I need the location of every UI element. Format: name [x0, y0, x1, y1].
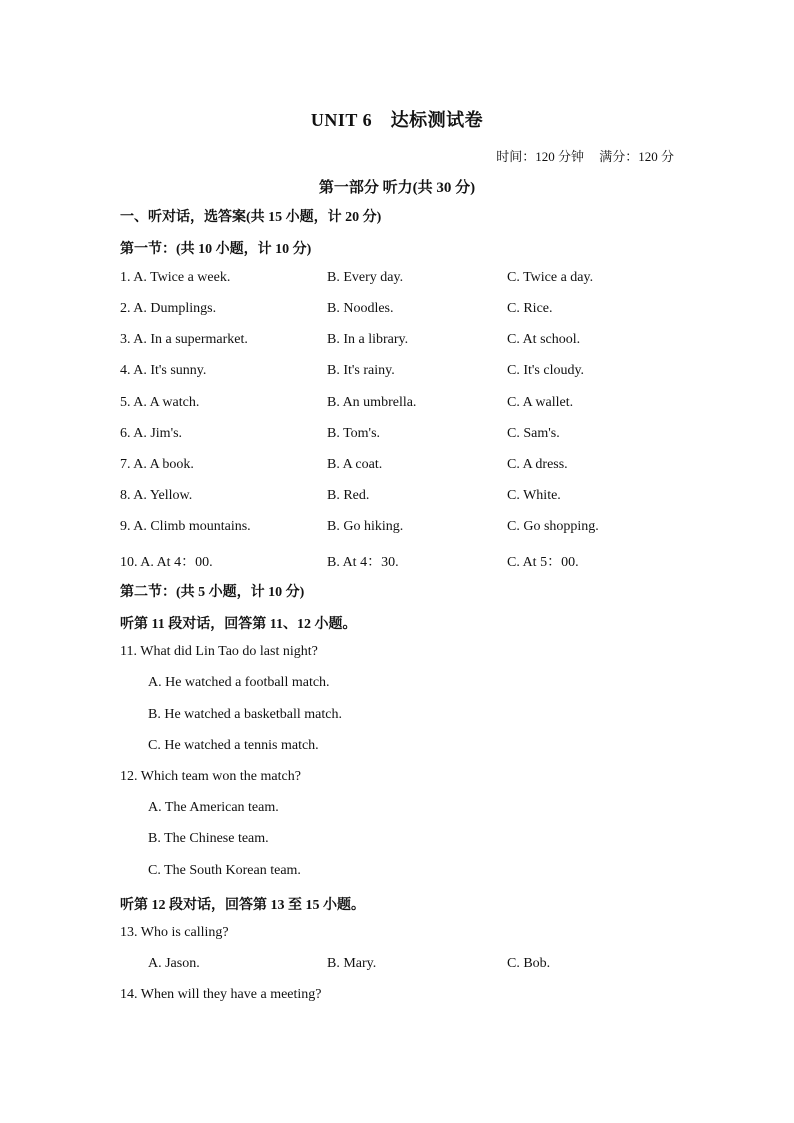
option-b: B. In a library. — [327, 332, 409, 347]
option-a: 1. A. Twice a week. — [120, 270, 231, 285]
option-c: C. At 5：00. — [507, 555, 579, 570]
option-c: C. A wallet. — [507, 395, 574, 410]
question-row-7 — [120, 457, 680, 477]
option-c: C. White. — [507, 488, 561, 503]
page-title: UNIT 6 达标测试卷 — [310, 110, 484, 130]
option-a: 4. A. It's sunny. — [120, 363, 207, 378]
option-c: C. It's cloudy. — [507, 363, 585, 378]
option-b: B. Go hiking. — [327, 519, 404, 534]
question-row-9 — [120, 519, 680, 539]
option-a: 7. A. A book. — [120, 457, 194, 472]
option-a: 6. A. Jim's. — [120, 426, 183, 441]
time-limit: 时间：120 分钟 — [496, 149, 584, 164]
dialogue-intro-11: 听第 11 段对话，回答第 11、12 小题。 — [120, 617, 357, 632]
option-12c: C. The South Korean team. — [148, 863, 301, 878]
option-c: C. Rice. — [507, 301, 553, 316]
option-c: C. A dress. — [507, 457, 568, 472]
question-row-4 — [120, 363, 680, 383]
option-a: 2. A. Dumplings. — [120, 301, 217, 316]
option-b: B. It's rainy. — [327, 363, 395, 378]
question-row-10 — [120, 551, 680, 571]
question-row-8 — [120, 488, 680, 508]
dialogue-intro-12: 听第 12 段对话，回答第 13 至 15 小题。 — [120, 898, 365, 913]
option-11c: C. He watched a tennis match. — [148, 738, 319, 753]
question-12: 12. Which team won the match? — [120, 769, 301, 784]
option-11b: B. He watched a basketball match. — [148, 707, 342, 722]
option-b: B. Every day. — [327, 270, 404, 285]
option-b: B. Red. — [327, 488, 370, 503]
option-b: B. Mary. — [327, 956, 377, 971]
full-score: 满分：120 分 — [599, 149, 674, 164]
option-a: A. Jason. — [148, 956, 200, 971]
option-12b: B. The Chinese team. — [148, 831, 269, 846]
option-c: C. At school. — [507, 332, 581, 347]
option-a: 8. A. Yellow. — [120, 488, 193, 503]
exam-meta — [496, 146, 674, 165]
option-c: C. Bob. — [507, 956, 551, 971]
question-row-2 — [120, 301, 680, 321]
question-row-1 — [120, 270, 680, 290]
question-11: 11. What did Lin Tao do last night? — [120, 644, 318, 659]
section-heading: 一、听对话，选答案(共 15 小题，计 20 分) — [120, 210, 382, 225]
option-b: B. A coat. — [327, 457, 383, 472]
option-a: 5. A. A watch. — [120, 395, 200, 410]
part-heading: 第一部分 听力(共 30 分) — [318, 180, 476, 196]
option-c: C. Twice a day. — [507, 270, 594, 285]
subsection-heading-1: 第一节：(共 10 小题，计 10 分) — [120, 242, 312, 257]
option-a: 9. A. Climb mountains. — [120, 519, 251, 534]
option-b: B. Tom's. — [327, 426, 381, 441]
subsection-heading-2: 第二节：(共 5 小题，计 10 分) — [120, 585, 305, 600]
option-a: 10. A. At 4：00. — [120, 555, 213, 570]
question-13: 13. Who is calling? — [120, 925, 229, 940]
question-row-3 — [120, 332, 680, 352]
question-row-5 — [120, 395, 680, 415]
option-a: 3. A. In a supermarket. — [120, 332, 248, 347]
option-b: B. Noodles. — [327, 301, 394, 316]
question-14: 14. When will they have a meeting? — [120, 987, 322, 1002]
question-row-6 — [120, 426, 680, 446]
option-12a: A. The American team. — [148, 800, 279, 815]
question-13-options — [120, 956, 680, 976]
option-c: C. Sam's. — [507, 426, 560, 441]
option-b: B. At 4：30. — [327, 555, 399, 570]
option-b: B. An umbrella. — [327, 395, 417, 410]
option-c: C. Go shopping. — [507, 519, 599, 534]
option-11a: A. He watched a football match. — [148, 675, 330, 690]
